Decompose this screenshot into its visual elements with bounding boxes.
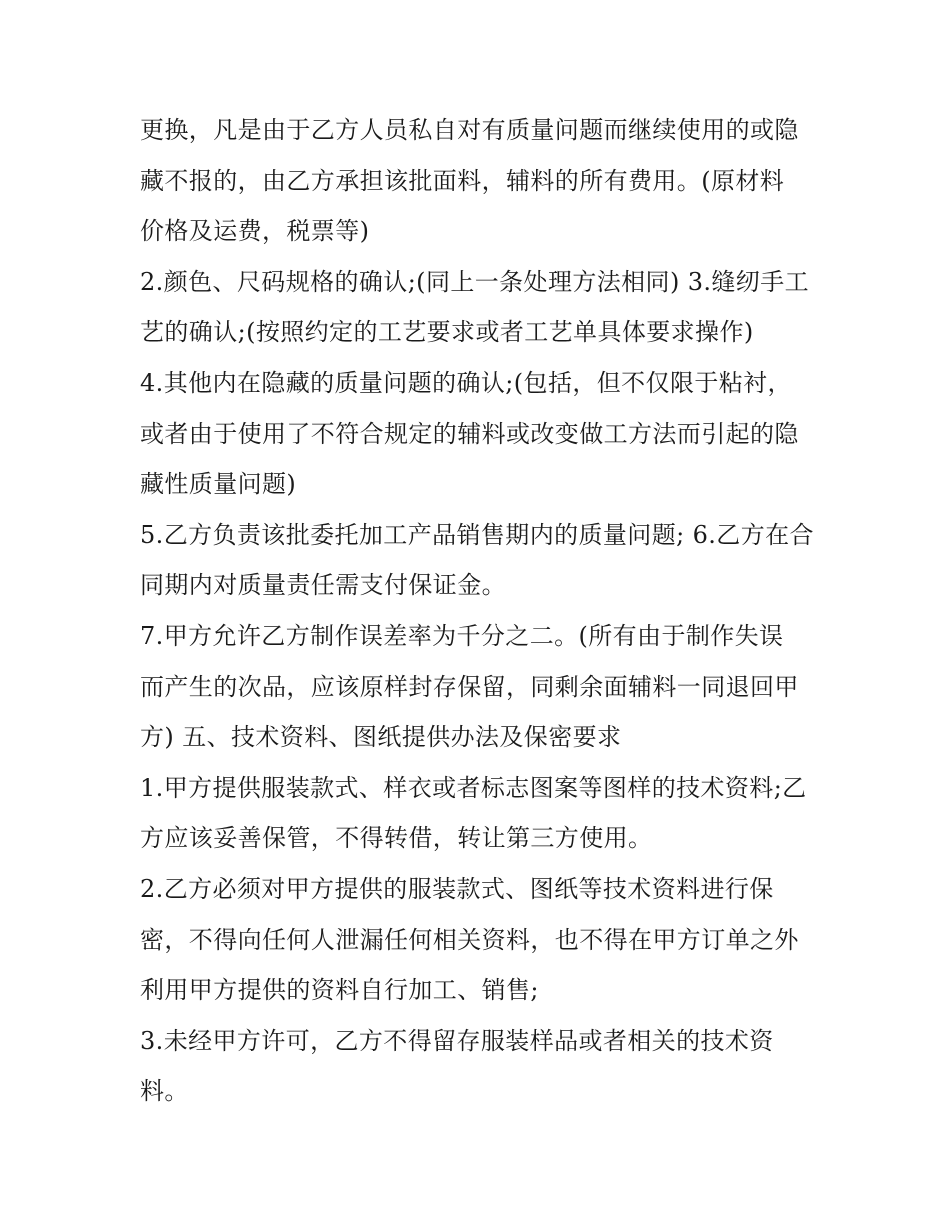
text-line: 价格及运费，税票等) [140, 217, 370, 246]
document-body [140, 105, 830, 1117]
text-line: 料。 [140, 1077, 189, 1106]
text-line: 3.未经甲方许可，乙方不得留存服装样品或者相关的技术资 [140, 1026, 774, 1055]
text-line: 密，不得向任何人泄漏任何相关资料，也不得在甲方订单之外 [140, 925, 799, 954]
text-line: 藏不报的，由乙方承担该批面料，辅料的所有费用。(原材料 [140, 166, 785, 195]
text-line: 1.甲方提供服装款式、样衣或者标志图案等图样的技术资料;乙 [140, 773, 807, 802]
text-line: 藏性质量问题) [140, 470, 297, 499]
text-line: 同期内对质量责任需支付保证金。 [140, 571, 506, 600]
text-line: 艺的确认;(按照约定的工艺要求或者工艺单具体要求操作) [140, 318, 754, 347]
text-line: 7.甲方允许乙方制作误差率为千分之二。(所有由于制作失误 [140, 621, 784, 650]
text-line: 而产生的次品，应该原样封存保留，同剩余面辅料一同退回甲 [140, 672, 799, 701]
text-line: 5.乙方负责该批委托加工产品销售期内的质量问题; 6.乙方在合 [140, 520, 814, 549]
text-line: 利用甲方提供的资料自行加工、销售; [140, 976, 539, 1005]
text-line: 2.乙方必须对甲方提供的服装款式、图纸等技术资料进行保 [140, 874, 774, 903]
text-line: 方应该妥善保管，不得转借，转让第三方使用。 [140, 824, 653, 853]
text-line: 或者由于使用了不符合规定的辅料或改变做工方法而引起的隐 [140, 419, 799, 448]
text-line: 4.其他内在隐藏的质量问题的确认;(包括，但不仅限于粘衬， [140, 368, 792, 397]
text-line: 更换，凡是由于乙方人员私自对有质量问题而继续使用的或隐 [140, 116, 799, 144]
text-line: 2.颜色、尺码规格的确认;(同上一条处理方法相同) 3.缝纫手工 [140, 267, 810, 296]
text-line: 方) 五、技术资料、图纸提供办法及保密要求 [140, 723, 622, 752]
